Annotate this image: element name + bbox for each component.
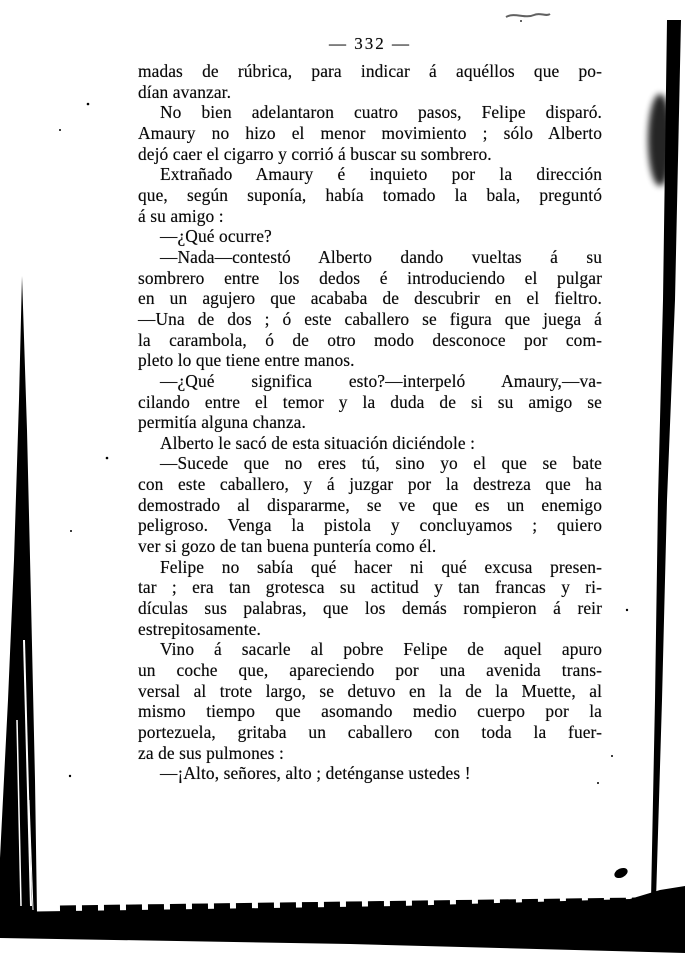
scan-edge-left-streak (24, 640, 31, 906)
page-number: — 332 — (329, 34, 411, 53)
text-line: la carambola, ó de otro modo desconoce por com- (138, 329, 602, 350)
scan-edge-left-streak (17, 720, 21, 906)
scan-edge-bottom-dashes (60, 901, 640, 909)
text-line: —¿Qué significa esto?—interpeló Amaury,—va- (160, 370, 602, 391)
text-line: —¡Alto, señores, alto ; deténganse ustedes ! (160, 763, 471, 784)
scan-edge-left (0, 276, 37, 914)
paragraph (138, 247, 602, 371)
text-line: cilando entre el temor y la duda de si su amigo se (138, 391, 602, 412)
paragraph (138, 102, 602, 164)
paragraph (138, 453, 602, 556)
text-line: pleto lo que tiene entre manos. (138, 350, 355, 371)
ink-speck (87, 103, 90, 106)
body-text (138, 61, 602, 784)
ink-blob (613, 866, 629, 880)
text-line: Felipe no sabía qué hacer ni qué excusa presen- (160, 556, 602, 577)
top-smudge (506, 14, 550, 17)
text-line: un coche que, apareciendo por una avenida trans- (138, 660, 602, 681)
text-line: dículas sus palabras, que los demás rompieron á reir (138, 598, 602, 619)
text-line: Vino á sacarle al pobre Felipe de aquel apuro (160, 639, 602, 660)
text-line: versal al trote largo, se detuvo en la de la Muette, al (138, 680, 602, 701)
text-line: —Nada—contestó Alberto dando vueltas á su (160, 246, 602, 267)
text-line: Alberto le sacó de esta situación diciéndole : (160, 432, 476, 453)
ink-speck (69, 775, 71, 777)
scan-edge-bottom (0, 886, 685, 953)
paragraph (138, 226, 602, 247)
paragraph (138, 557, 602, 640)
text-line: dejó caer el cigarro y corrió á buscar su sombrero. (138, 143, 492, 164)
scan-edge-left-streak (29, 800, 33, 910)
text-line: —¿Qué ocurre? (160, 226, 272, 247)
paragraph (138, 371, 602, 433)
text-line: en un agujero que acababa de descubrir en el fieltro. (138, 288, 602, 309)
scan-edge-right-bulge (648, 94, 672, 186)
text-line: estrepitosamente. (138, 618, 261, 639)
paragraph (138, 433, 602, 454)
text-line: Extrañado Amaury é inquieto por la dirección (160, 164, 602, 185)
ink-speck (70, 530, 72, 532)
top-smudge-dot (520, 20, 522, 22)
paragraph (138, 61, 602, 102)
paragraph (138, 164, 602, 226)
text-line: demostrado al dispararme, se ve que es un enemigo (138, 494, 602, 515)
ink-speck (106, 457, 109, 460)
text-block (138, 34, 602, 784)
text-line: á su amigo : (138, 205, 224, 226)
scan-edge-right (651, 20, 681, 900)
text-line: —Una de dos ; ó este caballero se figura que juega á (138, 308, 602, 329)
text-line: No bien adelantaron cuatro pasos, Felipe disparó. (160, 102, 602, 123)
text-line: —Sucede que no eres tú, sino yo el que se bate (160, 453, 602, 474)
text-line: madas de rúbrica, para indicar á aquéllos que po- (138, 61, 602, 81)
text-line: que, según suponía, había tomado la bala, preguntó (138, 184, 602, 205)
text-line: permitía alguna chanza. (138, 412, 306, 433)
text-line: peligroso. Venga la pistola y concluyamos ; quiero (138, 515, 602, 536)
ink-speck (59, 129, 61, 131)
text-line: dían avanzar. (138, 81, 232, 102)
text-line: Amaury no hizo el menor movimiento ; sólo Alberto (138, 122, 602, 143)
text-line: sombrero entre los dedos é introduciendo el pulgar (138, 267, 602, 288)
text-line: portezuela, gritaba un caballero con toda la fuer- (138, 722, 602, 742)
text-line: mismo tiempo que asomando medio cuerpo por la (138, 701, 602, 722)
text-line: ver si gozo de tan buena puntería como él. (138, 536, 437, 557)
paragraph (138, 639, 602, 763)
ink-speck (626, 609, 628, 611)
text-line: con este caballero, y á juzgar por la destreza que ha (138, 474, 602, 495)
text-line: tar ; era tan grotesca su actitud y tan francas y ri- (138, 577, 602, 598)
ink-speck (611, 755, 613, 757)
text-line: za de sus pulmones : (138, 742, 284, 763)
paragraph (138, 763, 602, 784)
